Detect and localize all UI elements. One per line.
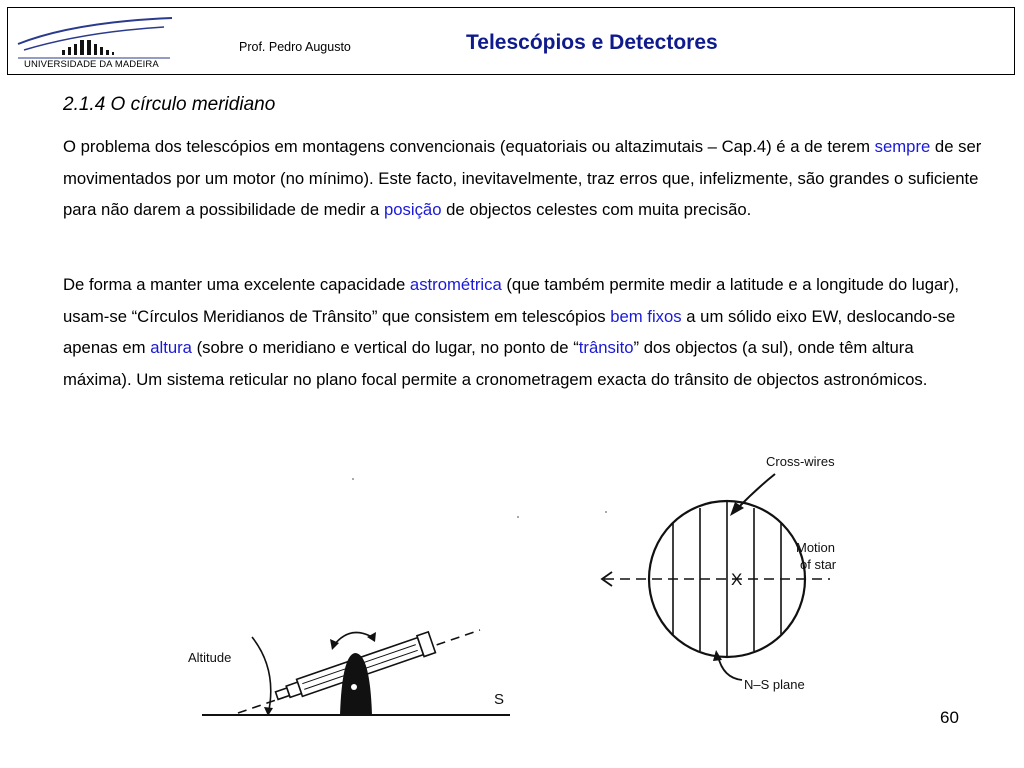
transit-telescope-diagram	[180, 615, 525, 725]
paragraph-text: (sobre o meridiano e vertical do lugar, no ponto de “	[191, 338, 579, 357]
scan-speck	[517, 516, 519, 518]
altitude-label: Altitude	[188, 650, 232, 665]
keyword-bem-fixos: bem fixos	[610, 306, 682, 326]
keyword-altura: altura	[150, 338, 192, 357]
ns-plane-label: N–S plane	[744, 677, 805, 692]
author-name: Prof. Pedro Augusto	[239, 40, 351, 54]
of-star-label: of star	[800, 557, 837, 572]
crosswires-label: Cross-wires	[766, 454, 835, 469]
section-heading: 2.1.4 O círculo meridiano	[63, 94, 276, 115]
scan-speck	[352, 478, 354, 480]
crosswires-diagram	[590, 448, 860, 700]
paragraph-text: (que também permite medir a latitude e a longitude do lugar), usam-se “Círculos Meridianos de Trânsito” que consistem em telescópios	[63, 275, 960, 326]
slide-header	[7, 7, 1015, 75]
motion-label: Motion	[796, 540, 836, 555]
star-mark: X	[731, 570, 743, 589]
south-label: S	[494, 691, 505, 708]
paragraph-text: a um sólido eixo EW, deslocando-se apenas em	[63, 306, 956, 357]
keyword-posicao: posição	[383, 200, 442, 219]
page-number: 60	[940, 708, 959, 727]
paragraph-2	[63, 269, 983, 395]
paragraph-1	[63, 131, 983, 226]
keyword-sempre: sempre	[874, 137, 931, 156]
keyword-astrometrica: astrométrica	[409, 275, 502, 294]
keyword-transito: trânsito	[578, 338, 634, 357]
paragraph-text: de objectos celestes com muita precisão.	[441, 200, 752, 219]
slide-title: Telescópios e Detectores	[466, 31, 718, 54]
paragraph-text: De forma a manter uma excelente capacidade	[63, 275, 410, 294]
university-name: UNIVERSIDADE DA MADEIRA	[24, 59, 159, 70]
paragraph-text: de ser movimentados por um motor (no mínimo). Este facto, inevitavelmente, traz erros que, infelizmente, são grandes o suficiente para não darem a possibilidade de medir a	[63, 137, 982, 219]
paragraph-text: ” dos objectos (a sul), onde têm altura máxima). Um sistema reticular no plano focal permite a cronometragem exacta do trânsito de objectos astronómicos.	[63, 338, 928, 389]
paragraph-text: O problema dos telescópios em montagens convencionais (equatoriais ou altazimutais – Cap.4) é a de terem	[63, 137, 875, 156]
